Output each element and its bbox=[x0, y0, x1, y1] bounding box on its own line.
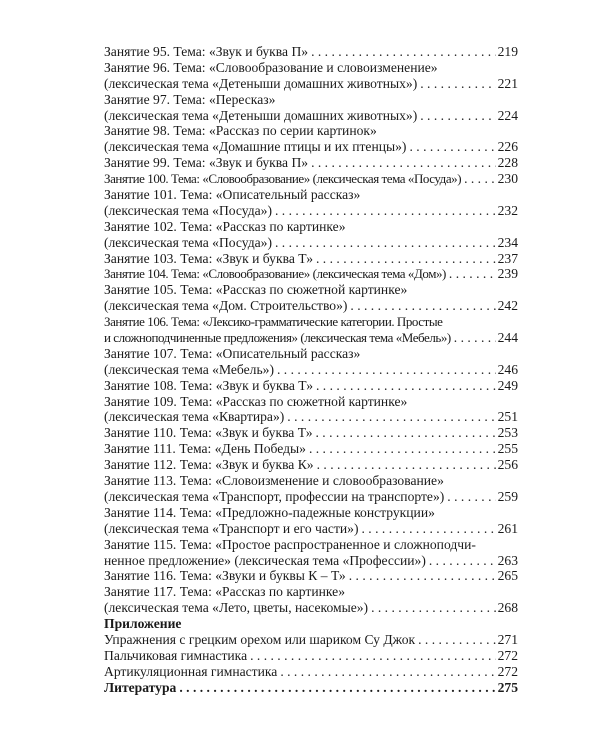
toc-entry[interactable] bbox=[104, 648, 518, 664]
entry-title-line: Занятие 103. Тема: «Звук и буква Т» bbox=[104, 250, 313, 266]
page-number: 246 bbox=[497, 361, 518, 377]
page-number: 226 bbox=[497, 139, 518, 155]
entry-title-line: Занятие 95. Тема: «Звук и буква П» bbox=[104, 44, 309, 59]
page-number: 242 bbox=[497, 298, 518, 314]
entry-title-line: Занятие 100. Тема: «Словообразование» (лексическая тема «Посуда») bbox=[104, 171, 462, 187]
toc-entry[interactable] bbox=[104, 584, 518, 616]
dot-leader bbox=[287, 409, 495, 425]
entry-title-line: Занятие 98. Тема: «Рассказ по серии картинок» bbox=[104, 123, 377, 139]
entry-title-line: Занятие 108. Тема: «Звук и буква Т» bbox=[104, 377, 313, 393]
entry-title-line: Занятие 106. Тема: «Лексико-грамматические категории. Простые bbox=[104, 314, 443, 330]
page-number: 232 bbox=[497, 202, 518, 218]
entry-title-line: Пальчиковая гимнастика bbox=[104, 647, 248, 663]
entry-title-line: Занятие 117. Тема: «Рассказ по картинке» bbox=[104, 584, 346, 600]
page-number: 275 bbox=[497, 679, 518, 695]
entry-title-line: (лексическая тема «Квартира») bbox=[104, 409, 285, 425]
dot-leader bbox=[250, 648, 496, 664]
entry-title-line: (лексическая тема «Мебель») bbox=[104, 361, 274, 377]
dot-leader bbox=[275, 203, 496, 219]
toc-entry[interactable] bbox=[104, 44, 518, 60]
dot-leader bbox=[179, 680, 495, 696]
toc-entry[interactable] bbox=[104, 171, 518, 187]
entry-title-line: Занятие 105. Тема: «Рассказ по сюжетной картинке» bbox=[104, 282, 408, 298]
page-number: 263 bbox=[497, 552, 518, 568]
toc-entry[interactable] bbox=[104, 282, 518, 314]
page-number: 265 bbox=[497, 568, 518, 584]
entry-title-line: Занятие 101. Тема: «Описательный рассказ» bbox=[104, 187, 361, 203]
page-number: 271 bbox=[497, 631, 518, 647]
toc-entry[interactable] bbox=[104, 537, 518, 569]
page-number: 224 bbox=[497, 107, 518, 123]
dot-leader bbox=[280, 664, 495, 680]
entry-title-line: Занятие 114. Тема: «Предложно-падежные конструкции» bbox=[104, 504, 435, 520]
toc-entry[interactable] bbox=[104, 441, 518, 457]
toc-entry[interactable] bbox=[104, 251, 518, 267]
entry-title-line: (лексическая тема «Детеныши домашних животных») bbox=[104, 75, 418, 91]
dot-leader bbox=[447, 489, 495, 505]
entry-title-line: (лексическая тема «Лето, цветы, насекомые») bbox=[104, 600, 369, 616]
entry-title-line: (лексическая тема «Посуда») bbox=[104, 202, 272, 218]
toc-entry[interactable] bbox=[104, 155, 518, 171]
dot-leader bbox=[309, 441, 496, 457]
toc-entry[interactable] bbox=[104, 314, 518, 346]
dot-leader bbox=[409, 139, 495, 155]
page-number: 259 bbox=[497, 488, 518, 504]
toc-entry[interactable] bbox=[104, 505, 518, 537]
page-number: 228 bbox=[497, 155, 518, 171]
dot-leader bbox=[275, 235, 496, 251]
page-number: 261 bbox=[497, 520, 518, 536]
dot-leader bbox=[277, 362, 496, 378]
page-number: 237 bbox=[497, 250, 518, 266]
entry-title-line: Занятие 96. Тема: «Словообразование и словоизменение» bbox=[104, 59, 438, 75]
entry-title-line: Занятие 107. Тема: «Описательный рассказ» bbox=[104, 345, 361, 361]
dot-leader bbox=[371, 600, 496, 616]
dot-leader bbox=[316, 251, 496, 267]
entry-title-line: Занятие 110. Тема: «Звук и буква Т» bbox=[104, 425, 313, 441]
entry-title-line: (лексическая тема «Посуда») bbox=[104, 234, 272, 250]
dot-leader bbox=[429, 553, 496, 569]
dot-leader bbox=[316, 378, 496, 394]
entry-title-line: Занятие 104. Тема: «Словообразование» (лексическая тема «Дом») bbox=[104, 266, 446, 282]
dot-leader bbox=[449, 266, 496, 282]
page-number: 239 bbox=[497, 266, 518, 282]
dot-leader bbox=[464, 171, 496, 187]
page-number: 251 bbox=[497, 409, 518, 425]
toc-entry[interactable] bbox=[104, 394, 518, 426]
page-number: 219 bbox=[497, 44, 518, 59]
toc-entry[interactable] bbox=[104, 266, 518, 282]
toc-entry[interactable] bbox=[104, 378, 518, 394]
dot-leader bbox=[362, 521, 496, 537]
entry-title-line: ненное предложение» (лексическая тема «Профессии») bbox=[104, 552, 426, 568]
entry-title-line: Занятие 99. Тема: «Звук и буква П» bbox=[104, 155, 309, 171]
entry-title-line: (лексическая тема «Дом. Строительство») bbox=[104, 298, 348, 314]
entry-title-line: (лексическая тема «Транспорт, профессии на транспорте») bbox=[104, 488, 445, 504]
section-heading bbox=[104, 616, 518, 632]
dot-leader bbox=[317, 457, 496, 473]
entry-title-line: Занятие 116. Тема: «Звуки и буквы К – Т» bbox=[104, 568, 346, 584]
entry-title-line: Занятие 113. Тема: «Словоизменение и словообразование» bbox=[104, 473, 444, 489]
toc-entry[interactable] bbox=[104, 346, 518, 378]
dot-leader bbox=[454, 330, 496, 346]
toc-entry[interactable] bbox=[104, 60, 518, 92]
page-number: 221 bbox=[497, 75, 518, 91]
page-number: 272 bbox=[497, 663, 518, 679]
entry-title-line: (лексическая тема «Детеныши домашних животных») bbox=[104, 107, 418, 123]
entry-title-line: Занятие 115. Тема: «Простое распространенное и сложноподчи- bbox=[104, 536, 476, 552]
page-number: 255 bbox=[497, 441, 518, 457]
toc-entry[interactable] bbox=[104, 568, 518, 584]
entry-title-line: Упражнения с грецким орехом или шариком Су Джок bbox=[104, 631, 416, 647]
table-of-contents bbox=[104, 44, 518, 696]
entry-title-line: Занятие 109. Тема: «Рассказ по сюжетной картинке» bbox=[104, 393, 408, 409]
toc-entry[interactable] bbox=[104, 219, 518, 251]
page-number: 230 bbox=[497, 171, 518, 187]
page-number: 249 bbox=[497, 377, 518, 393]
entry-title-line: Литература bbox=[104, 679, 177, 695]
appendix-heading: Приложение bbox=[104, 616, 182, 632]
toc-entry[interactable] bbox=[104, 680, 518, 696]
toc-entry[interactable] bbox=[104, 187, 518, 219]
page-number: 253 bbox=[497, 425, 518, 441]
page-number: 234 bbox=[497, 234, 518, 250]
dot-leader bbox=[311, 44, 496, 60]
dot-leader bbox=[316, 425, 496, 441]
entry-title-line: Занятие 111. Тема: «День Победы» bbox=[104, 441, 306, 457]
toc-entry[interactable] bbox=[104, 664, 518, 680]
toc-entry[interactable] bbox=[104, 425, 518, 441]
entry-title-line: Артикуляционная гимнастика bbox=[104, 663, 278, 679]
page-number: 256 bbox=[497, 457, 518, 473]
toc-entry[interactable] bbox=[104, 92, 518, 124]
dot-leader bbox=[350, 298, 495, 314]
dot-leader bbox=[420, 108, 495, 124]
dot-leader bbox=[420, 76, 495, 92]
dot-leader bbox=[311, 155, 496, 171]
page-number: 268 bbox=[497, 600, 518, 616]
entry-title-line: Занятие 112. Тема: «Звук и буква К» bbox=[104, 457, 314, 473]
entry-title-line: Занятие 102. Тема: «Рассказ по картинке» bbox=[104, 218, 346, 234]
toc-entry[interactable] bbox=[104, 473, 518, 505]
entry-title-line: и сложноподчиненные предложения» (лексическая тема «Мебель») bbox=[104, 330, 451, 346]
toc-entry[interactable] bbox=[104, 123, 518, 155]
toc-entry[interactable] bbox=[104, 457, 518, 473]
toc-entry[interactable] bbox=[104, 632, 518, 648]
dot-leader bbox=[418, 632, 496, 648]
entry-title-line: Занятие 97. Тема: «Пересказ» bbox=[104, 91, 276, 107]
entry-title-line: (лексическая тема «Домашние птицы и их птенцы») bbox=[104, 139, 407, 155]
page-number: 272 bbox=[497, 647, 518, 663]
entry-title-line: (лексическая тема «Транспорт и его части») bbox=[104, 520, 359, 536]
dot-leader bbox=[349, 568, 496, 584]
page-number: 244 bbox=[497, 330, 518, 346]
